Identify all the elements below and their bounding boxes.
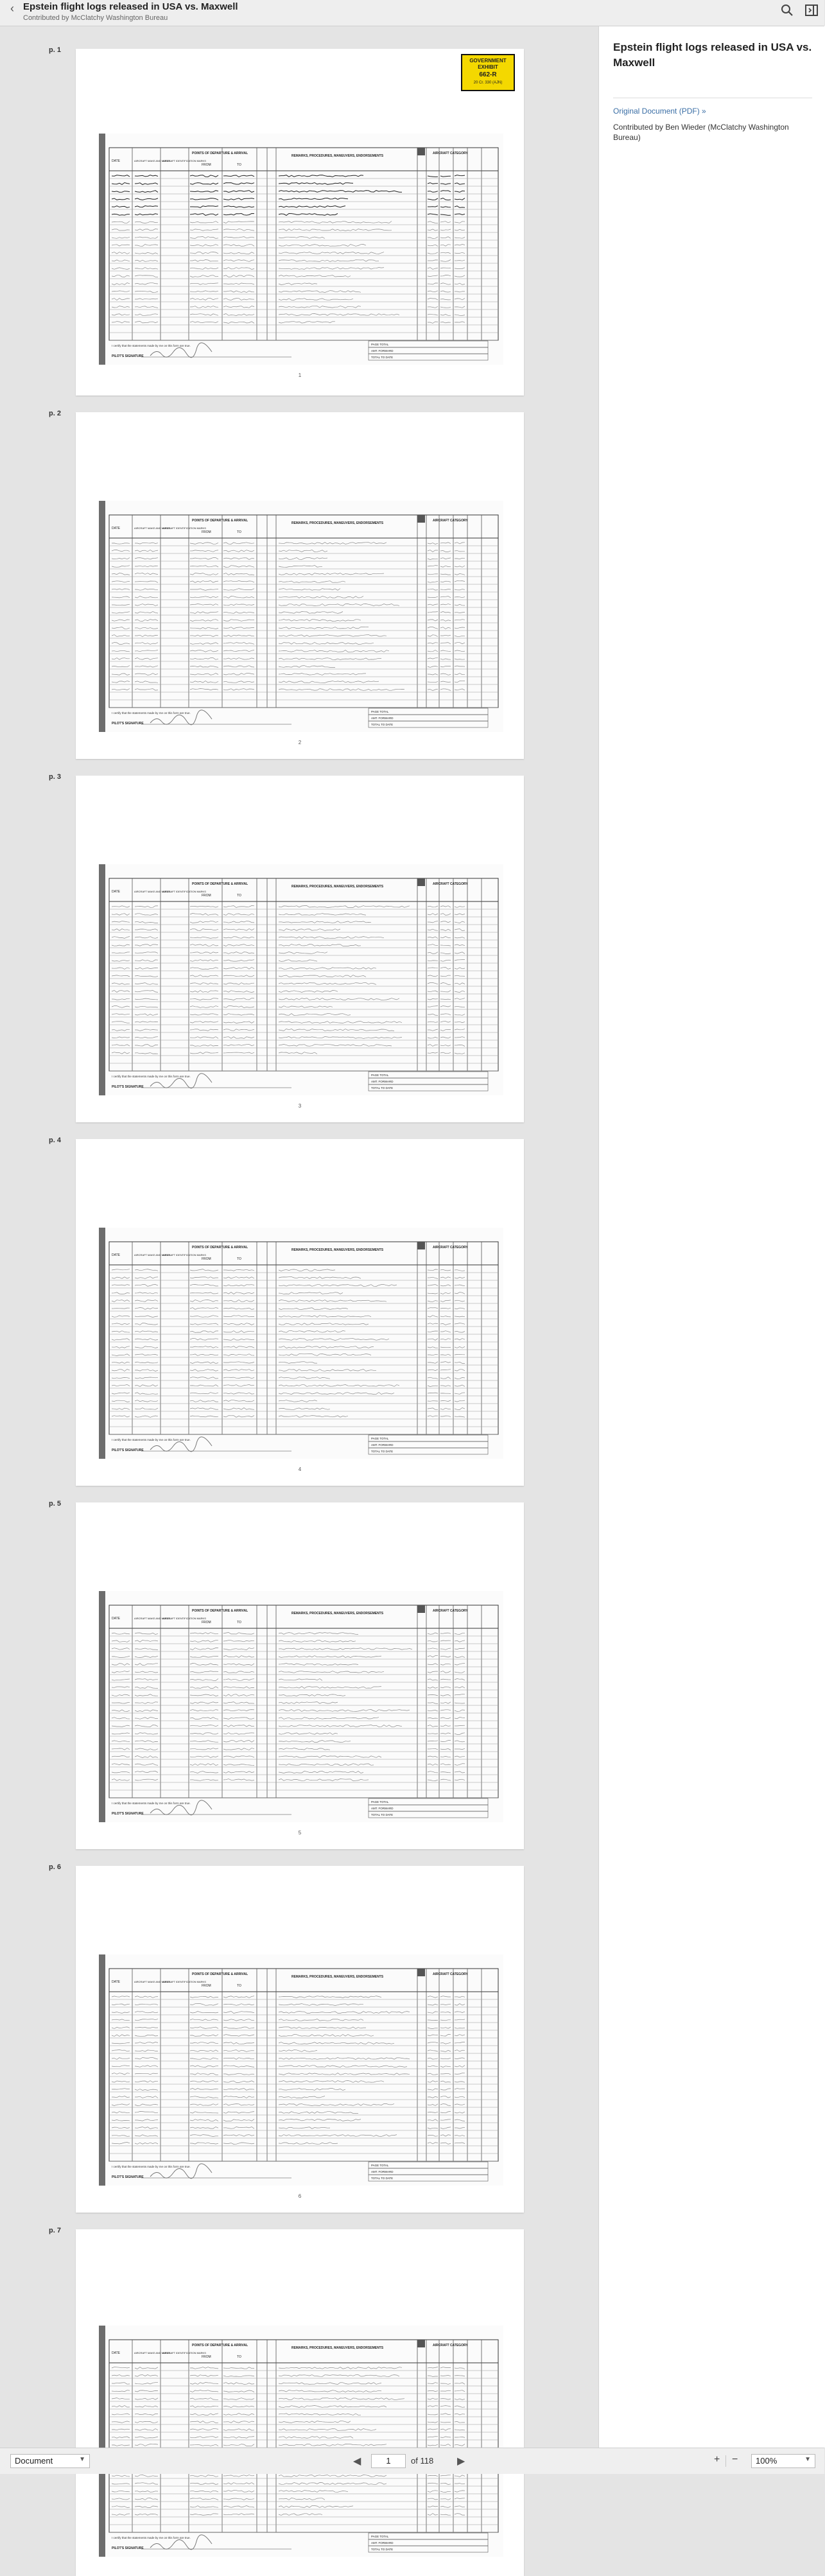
page-label: p. 3 [49,773,61,781]
svg-text:TOTAL TO DATE: TOTAL TO DATE [371,2177,394,2180]
printed-page-number: 3 [298,1103,302,1109]
svg-text:AIRCRAFT IDENTIFICATION MARKS: AIRCRAFT IDENTIFICATION MARKS [162,1617,206,1620]
svg-text:REMARKS, PROCEDURES, MANEUVERS: REMARKS, PROCEDURES, MANEUVERS, ENDORSEMENTS [291,2346,384,2350]
svg-text:AIRCRAFT MAKE AND MODEL: AIRCRAFT MAKE AND MODEL [134,1617,171,1620]
svg-text:AIRCRAFT MAKE AND MODEL: AIRCRAFT MAKE AND MODEL [134,527,171,530]
svg-text:TO: TO [237,163,241,167]
zoom-out-button[interactable]: − [732,2454,738,2465]
svg-text:AMT. FORWARD: AMT. FORWARD [371,717,394,720]
svg-text:TO: TO [237,1257,241,1261]
flight-log-scan [99,2326,503,2557]
svg-text:POINTS OF DEPARTURE & ARRIVAL: POINTS OF DEPARTURE & ARRIVAL [192,519,248,523]
triangle-left-icon[interactable]: ◀ [353,2456,361,2467]
svg-text:AIRCRAFT MAKE AND MODEL: AIRCRAFT MAKE AND MODEL [134,1253,171,1257]
exhibit-line1: GOVERNMENT [469,58,507,64]
svg-text:TO: TO [237,530,241,534]
svg-text:TOTAL TO DATE: TOTAL TO DATE [371,356,394,359]
svg-text:AIRCRAFT CATEGORY: AIRCRAFT CATEGORY [433,1246,468,1249]
page-label: p. 6 [49,1863,61,1871]
svg-text:POINTS OF DEPARTURE & ARRIVAL: POINTS OF DEPARTURE & ARRIVAL [192,882,248,886]
svg-text:AIRCRAFT CATEGORY: AIRCRAFT CATEGORY [433,1972,468,1976]
document-contributor: Contributed by McClatchy Washington Bureau [23,14,168,22]
svg-text:I certify that the statements: I certify that the statements made by me on this form are true. [112,2536,191,2539]
svg-text:AMT. FORWARD: AMT. FORWARD [371,1443,394,1447]
zoom-value: 100% [756,2456,777,2466]
svg-text:I certify that the statements: I certify that the statements made by me on this form are true. [112,711,191,715]
document-page [76,1866,524,2213]
zoom-divider [725,2455,726,2467]
svg-text:AMT. FORWARD: AMT. FORWARD [371,2170,394,2173]
svg-text:FROM: FROM [202,2355,211,2359]
svg-text:POINTS OF DEPARTURE & ARRIVAL: POINTS OF DEPARTURE & ARRIVAL [192,1246,248,1249]
chevron-down-icon: ▼ [79,2456,85,2463]
page-label: p. 4 [49,1136,61,1144]
page-label: p. 5 [49,1500,61,1508]
contributor-note: Contributed by Ben Wieder (McClatchy Washington Bureau) [613,123,789,142]
svg-text:PILOT'S SIGNATURE: PILOT'S SIGNATURE [112,354,144,358]
svg-text:I certify that the statements: I certify that the statements made by me on this form are true. [112,1802,191,1805]
sidebar-title: Epstein flight logs released in USA vs. Maxwell [613,41,812,69]
svg-text:I certify that the statements: I certify that the statements made by me on this form are true. [112,1075,191,1078]
svg-text:AIRCRAFT CATEGORY: AIRCRAFT CATEGORY [433,882,468,886]
svg-text:DATE: DATE [112,1253,120,1257]
chevron-down-icon: ▼ [804,2456,811,2463]
svg-text:TOTAL TO DATE: TOTAL TO DATE [371,1450,394,1453]
svg-text:TOTAL TO DATE: TOTAL TO DATE [371,1813,394,1816]
svg-text:FROM: FROM [202,530,211,534]
svg-text:TO: TO [237,2355,241,2359]
document-page [76,1502,524,1849]
page-count: of 118 [411,2456,434,2466]
svg-text:TOTAL TO DATE: TOTAL TO DATE [371,2548,394,2551]
svg-text:AIRCRAFT IDENTIFICATION MARKS: AIRCRAFT IDENTIFICATION MARKS [162,159,206,162]
flight-log-scan [99,134,503,365]
svg-text:I certify that the statements: I certify that the statements made by me on this form are true. [112,2165,191,2168]
svg-text:TOTAL TO DATE: TOTAL TO DATE [371,1086,394,1090]
svg-text:AIRCRAFT IDENTIFICATION MARKS: AIRCRAFT IDENTIFICATION MARKS [162,527,206,530]
printed-page-number: 6 [298,2193,302,2199]
svg-text:PILOT'S SIGNATURE: PILOT'S SIGNATURE [112,1449,144,1452]
page-label: p. 2 [49,410,61,417]
svg-text:AMT. FORWARD: AMT. FORWARD [371,1807,394,1810]
svg-text:PAGE TOTAL: PAGE TOTAL [371,1800,389,1804]
printed-page-number: 2 [298,740,302,745]
svg-text:DATE: DATE [112,1617,120,1621]
svg-text:PAGE TOTAL: PAGE TOTAL [371,1074,389,1077]
svg-text:FROM: FROM [202,894,211,898]
svg-text:AIRCRAFT IDENTIFICATION MARKS: AIRCRAFT IDENTIFICATION MARKS [162,890,206,893]
triangle-right-icon[interactable]: ▶ [457,2456,465,2467]
svg-text:REMARKS, PROCEDURES, MANEUVERS: REMARKS, PROCEDURES, MANEUVERS, ENDORSEMENTS [291,521,384,525]
flight-log-scan [99,864,503,1095]
svg-text:FROM: FROM [202,163,211,167]
document-page [76,1139,524,1486]
svg-text:PAGE TOTAL: PAGE TOTAL [371,343,389,346]
chevron-left-icon[interactable]: ‹ [10,2,14,15]
page-label: p. 7 [49,2227,61,2234]
document-title: Epstein flight logs released in USA vs. Maxwell [23,1,238,12]
svg-text:FROM: FROM [202,1621,211,1624]
top-bar [0,0,824,26]
search-icon[interactable] [779,3,795,18]
exhibit-case: 20 Cr. 330 (AJN) [473,81,503,85]
view-mode-value: Document [15,2456,53,2466]
svg-text:I certify that the statements: I certify that the statements made by me on this form are true. [112,1438,191,1441]
original-document-link[interactable]: Original Document (PDF) » [613,107,706,116]
svg-text:DATE: DATE [112,159,120,163]
svg-text:AIRCRAFT CATEGORY: AIRCRAFT CATEGORY [433,1609,468,1613]
svg-text:PAGE TOTAL: PAGE TOTAL [371,2164,389,2167]
svg-text:AIRCRAFT MAKE AND MODEL: AIRCRAFT MAKE AND MODEL [134,159,171,162]
svg-text:PILOT'S SIGNATURE: PILOT'S SIGNATURE [112,1085,144,1089]
svg-text:AIRCRAFT IDENTIFICATION MARKS: AIRCRAFT IDENTIFICATION MARKS [162,1980,206,1983]
bottom-toolbar [0,2448,824,2474]
svg-text:PILOT'S SIGNATURE: PILOT'S SIGNATURE [112,2175,144,2179]
view-mode-select[interactable] [10,2454,90,2468]
svg-text:REMARKS, PROCEDURES, MANEUVERS: REMARKS, PROCEDURES, MANEUVERS, ENDORSEMENTS [291,1612,384,1615]
page-label: p. 1 [49,46,61,54]
svg-text:PILOT'S SIGNATURE: PILOT'S SIGNATURE [112,1812,144,1816]
svg-text:TO: TO [237,894,241,898]
svg-text:AIRCRAFT MAKE AND MODEL: AIRCRAFT MAKE AND MODEL [134,1980,171,1983]
svg-text:PILOT'S SIGNATURE: PILOT'S SIGNATURE [112,722,144,726]
svg-text:AIRCRAFT CATEGORY: AIRCRAFT CATEGORY [433,519,468,523]
svg-text:I certify that the statements: I certify that the statements made by me on this form are true. [112,344,191,347]
svg-text:TO: TO [237,1984,241,1988]
printed-page-number: 4 [298,1466,302,1472]
svg-text:PAGE TOTAL: PAGE TOTAL [371,710,389,713]
svg-text:AMT. FORWARD: AMT. FORWARD [371,2541,394,2545]
flight-log-scan [99,1954,503,2186]
svg-text:POINTS OF DEPARTURE & ARRIVAL: POINTS OF DEPARTURE & ARRIVAL [192,1609,248,1613]
svg-text:AIRCRAFT CATEGORY: AIRCRAFT CATEGORY [433,152,468,155]
svg-text:AMT. FORWARD: AMT. FORWARD [371,1080,394,1083]
svg-text:AIRCRAFT IDENTIFICATION MARKS: AIRCRAFT IDENTIFICATION MARKS [162,1253,206,1257]
svg-text:AIRCRAFT MAKE AND MODEL: AIRCRAFT MAKE AND MODEL [134,890,171,893]
svg-text:DATE: DATE [112,890,120,894]
flight-log-scan [99,1591,503,1822]
svg-text:REMARKS, PROCEDURES, MANEUVERS: REMARKS, PROCEDURES, MANEUVERS, ENDORSEMENTS [291,1248,384,1252]
svg-text:DATE: DATE [112,1980,120,1984]
zoom-in-button[interactable]: + [714,2454,720,2465]
printed-page-number: 1 [298,372,302,378]
document-page [76,776,524,1122]
document-page [76,2229,524,2576]
svg-text:POINTS OF DEPARTURE & ARRIVAL: POINTS OF DEPARTURE & ARRIVAL [192,1972,248,1976]
printed-page-number: 5 [298,1830,302,1836]
svg-text:DATE: DATE [112,2351,120,2355]
document-page [76,412,524,759]
zoom-select[interactable] [751,2454,815,2468]
svg-text:PILOT'S SIGNATURE: PILOT'S SIGNATURE [112,2546,144,2550]
document-page [76,49,524,396]
svg-text:POINTS OF DEPARTURE & ARRIVAL: POINTS OF DEPARTURE & ARRIVAL [192,152,248,155]
svg-text:FROM: FROM [202,1257,211,1261]
svg-text:REMARKS, PROCEDURES, MANEUVERS: REMARKS, PROCEDURES, MANEUVERS, ENDORSEMENTS [291,885,384,889]
flight-log-scan [99,1228,503,1459]
svg-text:PAGE TOTAL: PAGE TOTAL [371,1437,389,1440]
svg-text:DATE: DATE [112,527,120,530]
exhibit-line2: EXHIBIT [478,64,498,70]
svg-text:AIRCRAFT CATEGORY: AIRCRAFT CATEGORY [433,2344,468,2347]
sidebar-toggle-icon[interactable] [804,3,819,18]
svg-text:TOTAL TO DATE: TOTAL TO DATE [371,723,394,726]
svg-text:TO: TO [237,1621,241,1624]
svg-text:PAGE TOTAL: PAGE TOTAL [371,2535,389,2538]
svg-text:REMARKS, PROCEDURES, MANEUVERS: REMARKS, PROCEDURES, MANEUVERS, ENDORSEMENTS [291,154,384,158]
svg-text:REMARKS, PROCEDURES, MANEUVERS: REMARKS, PROCEDURES, MANEUVERS, ENDORSEMENTS [291,1975,384,1979]
svg-text:AIRCRAFT MAKE AND MODEL: AIRCRAFT MAKE AND MODEL [134,2351,171,2354]
svg-text:AMT. FORWARD: AMT. FORWARD [371,349,394,352]
flight-log-scan [99,501,503,732]
government-exhibit-stamp [461,54,515,91]
svg-text:AIRCRAFT IDENTIFICATION MARKS: AIRCRAFT IDENTIFICATION MARKS [162,2351,206,2354]
exhibit-number: 662-R [479,71,497,78]
svg-text:FROM: FROM [202,1984,211,1988]
svg-text:POINTS OF DEPARTURE & ARRIVAL: POINTS OF DEPARTURE & ARRIVAL [192,2344,248,2347]
info-sidebar [598,26,825,2448]
page-number-input[interactable]: 1 [371,2454,406,2468]
